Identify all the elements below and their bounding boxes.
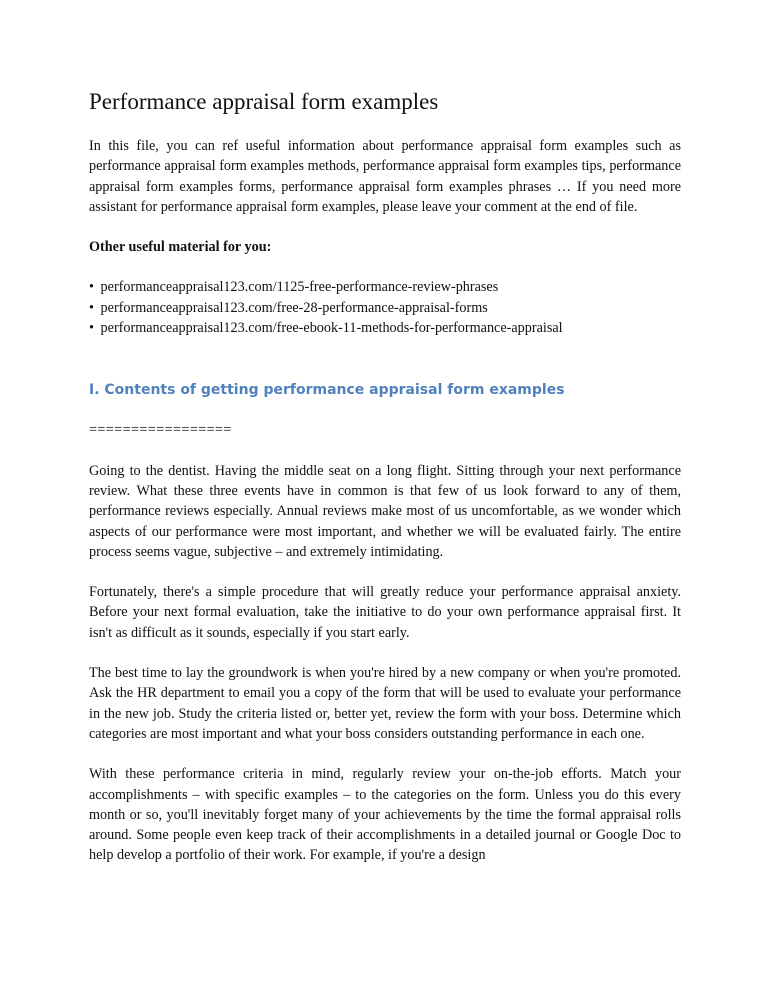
bullet-icon: • — [89, 320, 94, 337]
bullet-icon: • — [89, 279, 94, 296]
list-item — [89, 318, 681, 338]
separator-line: ================= — [89, 422, 232, 439]
useful-links-list — [89, 277, 681, 338]
section-heading: I. Contents of getting performance appraisal form examples — [89, 382, 565, 399]
document-page — [89, 88, 681, 886]
document-title: Performance appraisal form examples — [89, 89, 439, 114]
intro-paragraph: In this file, you can ref useful information about performance appraisal form examples such as performance appraisal form examples methods, performance appraisal form examples tips, performance appraisal form examples forms, performance appraisal form examples phrases … If you need more assistant for performance appraisal form examples, please leave your comment at the end of file. — [89, 138, 681, 215]
body-paragraph: Fortunately, there's a simple procedure that will greatly reduce your performance appraisal anxiety. Before your next formal evaluation, take the initiative to do your own performance appraisal first. It isn't as difficult as it sounds, especially if you start early. — [89, 584, 681, 641]
useful-material-heading: Other useful material for you: — [89, 239, 272, 256]
body-paragraph: With these performance criteria in mind, regularly review your on-the-job efforts. Match your accomplishments – with specific examples – to the categories on the form. Unless you do this every month or so, you'll inevitably forget many of your achievements by the time the formal appraisal rolls around. Some people even keep track of their accomplishments in a detailed journal or Google Doc to help develop a portfolio of their work. For example, if you're a design — [89, 766, 681, 864]
body-paragraph: Going to the dentist. Having the middle seat on a long flight. Sitting through your next performance review. What these three events have in common is that few of us look forward to any of them, performance reviews especially. Annual reviews make most of us uncomfortable, as we wonder which aspects of our performance were most important, and whether we will be evaluated fairly. The entire process seems vague, subjective – and extremely intimidating. — [89, 462, 681, 560]
link-text: performanceappraisal123.com/1125-free-performance-review-phrases — [100, 279, 499, 296]
bullet-icon: • — [89, 299, 94, 316]
link-text: performanceappraisal123.com/free-ebook-11-methods-for-performance-appraisal — [100, 320, 563, 337]
list-item — [89, 298, 681, 318]
link-text: performanceappraisal123.com/free-28-performance-appraisal-forms — [100, 299, 488, 316]
list-item — [89, 277, 681, 297]
body-paragraph: The best time to lay the groundwork is when you're hired by a new company or when you're promoted. Ask the HR department to email you a copy of the form that will be used to evaluate your performance in the new job. Study the criteria listed or, better yet, review the form with your boss. Determine which categories are most important and what your boss considers outstanding performance in each one. — [89, 665, 681, 742]
